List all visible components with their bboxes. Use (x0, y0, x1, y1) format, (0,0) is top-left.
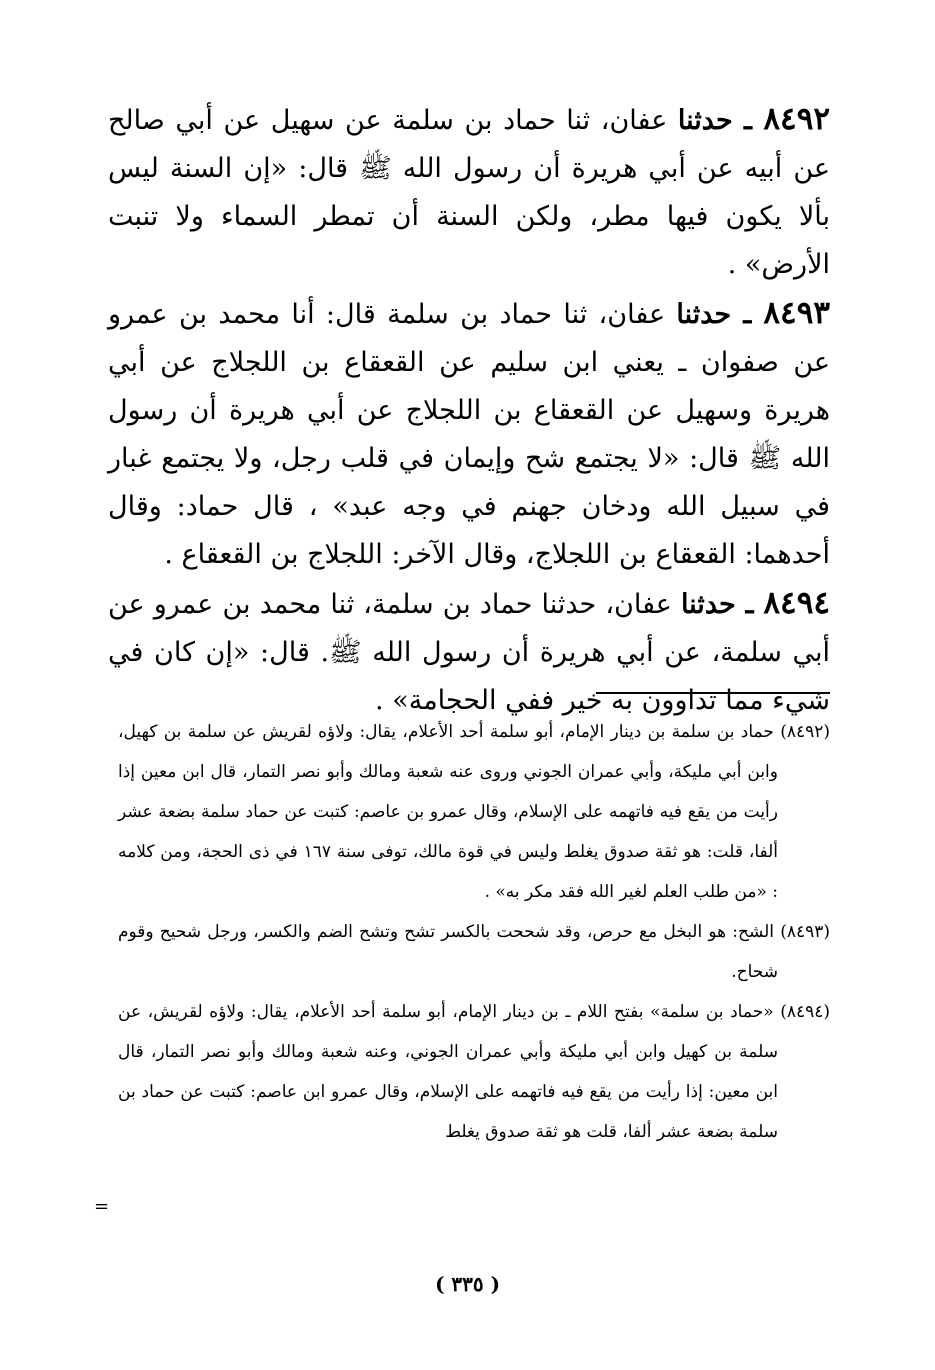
footnote-ref: (٨٤٩٣) (780, 922, 830, 942)
hadith-dash: ـ (731, 299, 764, 330)
hadith-lead-word: حدثنا (680, 589, 736, 620)
hadith-number: ٨٤٩٤ (763, 585, 830, 621)
hadith-text-block (108, 95, 830, 725)
continuation-mark: = (94, 1196, 110, 1217)
footnote (118, 992, 830, 1152)
footnotes-block (118, 712, 830, 1152)
hadith-number: ٨٤٩٢ (763, 101, 830, 137)
hadith-lead-word: حدثنا (676, 299, 732, 330)
page-number: ( ٣٣٥ ) (434, 1272, 501, 1296)
hadith-dash: ـ (732, 105, 764, 136)
hadith-body: عفان، ثنا حماد بن سلمة عن سهيل عن أبي صالح عن أبيه عن أبي هريرة أن رسول الله ﷺ قال: «إن السنة ليس بألا يكون فيها مطر، ولكن السنة أن تمطر السماء ولا تنبت الأرض» . (108, 105, 830, 280)
hadith-number: ٨٤٩٣ (763, 295, 830, 331)
hadith-body: عفان، حدثنا حماد بن سلمة، ثنا محمد بن عمرو عن أبي سلمة، عن أبي هريرة أن رسول الله ﷺ. قال: «إن كان في شيء مما تداوون به خير ففي الحجامة» . (108, 589, 830, 716)
footnote-ref: (٨٤٩٢) (780, 722, 830, 742)
footnote-ref: (٨٤٩٤) (780, 1002, 831, 1022)
footnote-text: الشح: هو البخل مع حرص، وقد شححت بالكسر تشح وتشح الضم والكسر، ورجل شحيح وقوم شحاح. (118, 922, 778, 982)
footnote-text: «حماد بن سلمة» بفتح اللام ـ بن دينار الإمام، أبو سلمة أحد الأعلام، يقال: ولاؤه لقريش، عن سلمة بن كهيل وابن أبي مليكة وأبي عمران الجوني، وعنه شعبة ومالك وأبو نصر التمار، قال ابن معين: إذا رأيت من يقع فيه فاتهمه على الإسلام، وقال عمرو ابن عاصم: كتبت عن حماد بن سلمة بضعة عشر ألفا، قلت هو ثقة صدوق يغلط (118, 1002, 778, 1142)
footnote-text: حماد بن سلمة بن دينار الإمام، أبو سلمة أحد الأعلام، يقال: ولاؤه لقريش عن سلمة بن كهيل، وابن أبي مليكة، وأبي عمران الجوني وروى عنه شعبة ومالك وأبو نصر التمار، قال ابن معين إذا رأيت من يقع فيه فاتهمه على الإسلام، وقال عمرو بن عاصم: كتبت عن حماد سلمة بضعة عشر ألفا، قلت: هو ثقة صدوق يغلط وليس في قوة مالك، توفى سنة ١٦٧ في ذى الحجة، ومن كلامه : «من طلب العلم لغير الله فقد مكر به» . (118, 722, 779, 902)
footnote (118, 712, 830, 912)
footnote (118, 912, 830, 992)
hadith-dash: ـ (735, 589, 764, 620)
hadith-paragraph (108, 289, 830, 579)
hadith-paragraph (108, 579, 830, 725)
hadith-lead-word: حدثنا (677, 105, 733, 136)
footnote-separator-rule (596, 692, 830, 694)
hadith-body: عفان، ثنا حماد بن سلمة قال: أنا محمد بن عمرو عن صفوان ـ يعني ابن سليم عن القعقاع بن اللجلاج عن أبي هريرة وسهيل عن القعقاع بن اللجلاج عن أبي هريرة أن رسول الله ﷺ قال: «لا يجتمع شح وإيمان في قلب رجل، ولا يجتمع غبار في سبيل الله ودخان جهنم في وجه عبد» ، قال حماد: وقال أحدهما: القعقاع بن اللجلاج، وقال الآخر: اللجلاج بن القعقاع . (108, 299, 830, 570)
hadith-paragraph (108, 95, 830, 289)
